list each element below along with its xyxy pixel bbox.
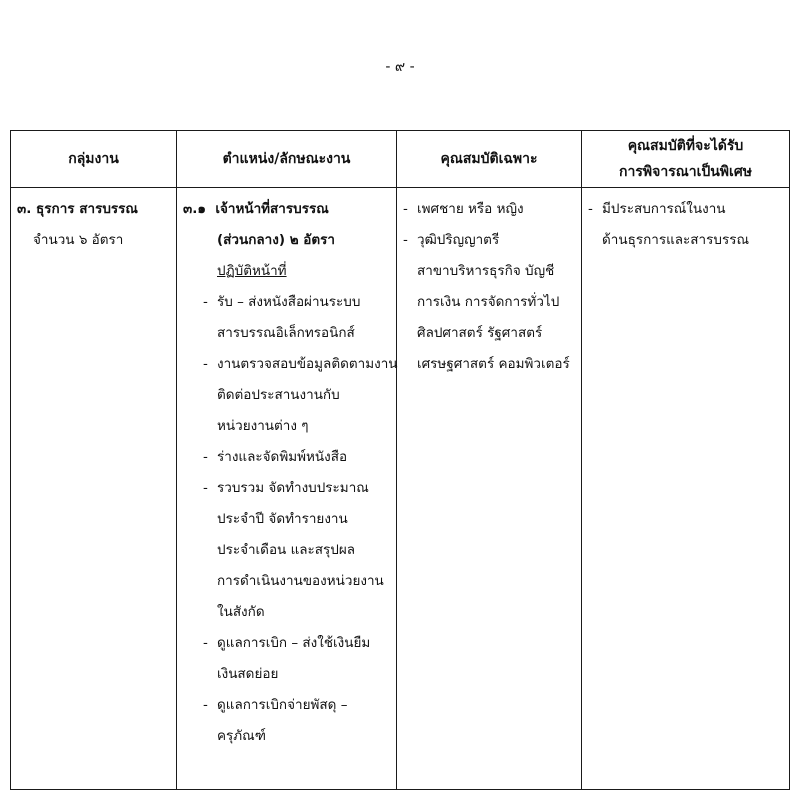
job-positions-table — [10, 130, 790, 790]
table-row — [11, 188, 790, 790]
cell-qualifications — [397, 188, 582, 790]
cell-position — [177, 188, 397, 790]
duty-item: - ดูแลการเบิก – ส่งใช้เงินยืม เงินสดย่อย — [183, 628, 390, 690]
group-count: จำนวน ๖ อัตรา — [33, 232, 124, 248]
position-title: เจ้าหน้าที่สารบรรณ — [215, 201, 329, 217]
dash-bullet: - — [203, 697, 208, 713]
dash-bullet: - — [403, 201, 408, 217]
table-header-row — [11, 131, 790, 188]
dash-bullet: - — [203, 356, 208, 372]
duty-item: - ร่างและจัดพิมพ์หนังสือ — [183, 442, 390, 473]
dash-bullet: - — [588, 201, 593, 217]
duty-item: - งานตรวจสอบข้อมูลติดตามงาน ติดต่อประสานงานกับ หน่วยงานต่าง ๆ — [183, 349, 390, 442]
duty-item: - รับ – ส่งหนังสือผ่านระบบ สารบรรณอิเล็กทรอนิกส์ — [183, 287, 390, 349]
dash-bullet: - — [203, 449, 208, 465]
qualification-item: - เพศชาย หรือ หญิง — [403, 194, 575, 225]
dash-bullet: - — [203, 480, 208, 496]
position-title-line — [183, 194, 390, 225]
cell-work-group — [11, 188, 177, 790]
header-special-considerations: คุณสมบัติที่จะได้รับ การพิจารณาเป็นพิเศษ — [582, 131, 790, 188]
duty-item: - รวบรวม จัดทำงบประมาณ ประจำปี จัดทำรายงาน ประจำเดือน และสรุปผล การดำเนินงานของหน่วยงาน ในสังกัด — [183, 473, 390, 628]
position-number: ๓.๑ — [183, 201, 206, 217]
qualification-item: - วุฒิปริญญาตรี สาขาบริหารธุรกิจ บัญชี การเงิน การจัดการทั่วไป ศิลปศาสตร์ รัฐศาสตร์ เศรษฐศาสตร์ คอมพิวเตอร์ — [403, 225, 575, 380]
header-qualifications: คุณสมบัติเฉพาะ — [397, 131, 582, 188]
special-consideration-item: - มีประสบการณ์ในงาน ด้านธุรการและสารบรรณ — [588, 194, 783, 256]
group-name: ๓. ธุรการ สารบรรณ — [17, 201, 138, 217]
position-subtitle: (ส่วนกลาง) ๒ อัตรา — [217, 232, 336, 248]
dash-bullet: - — [403, 232, 408, 248]
dash-bullet: - — [203, 294, 208, 310]
header-work-group: กลุ่มงาน — [11, 131, 177, 188]
duty-item: - ดูแลการเบิกจ่ายพัสดุ – ครุภัณฑ์ — [183, 690, 390, 752]
header-position: ตำแหน่ง/ลักษณะงาน — [177, 131, 397, 188]
dash-bullet: - — [203, 635, 208, 651]
cell-special-considerations — [582, 188, 790, 790]
page-number: - ๙ - — [385, 59, 415, 75]
duties-heading: ปฏิบัติหน้าที่ — [217, 263, 287, 279]
